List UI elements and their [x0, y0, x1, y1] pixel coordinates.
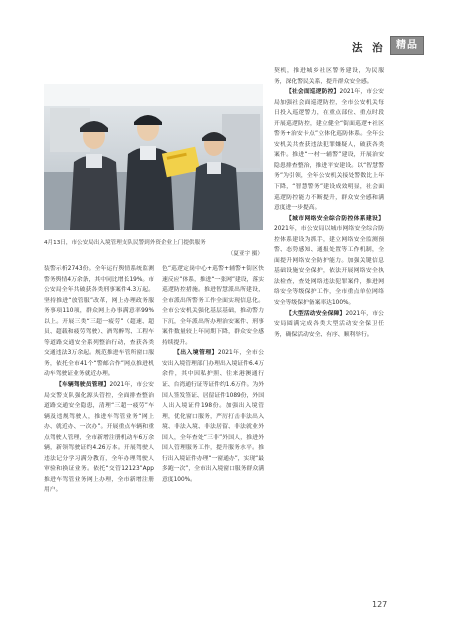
paragraph: 2021年，市公安局以城市网络安全综合防控体系建设为抓手，建立网络安全监测预警、态势感知、通报处置等工作机制，全面提升网络安全防护能力。加强关键信息基础设施安全保护，依法开展网络安全执法检查，查处网络违法犯罪案件，推进网络安全等级保护工作，全市重点单位网络安全等级保护备案率达100%。: [274, 226, 384, 307]
column-2: [162, 264, 264, 485]
section-title: 法 治: [352, 42, 386, 54]
magazine-logo: 精品: [390, 36, 424, 55]
column-1: [44, 264, 154, 496]
section-heading: 【大型活动安全保障】: [286, 310, 346, 317]
paragraph: 2021年，全市公安出入境管理部门办理出入境证件6.4万余件，其中因私护照、往来港澳通行证、台湾通行证等证件约1.6万件。为外国人签发签证、居留证件1089份，外国人出入境证件198份。加强出入境管理，优化窗口服务，严厉打击非法出入境、非法入境、非法居留、非法就业外国人，全年查处“三非”外国人，推进外国人管理服务工作，提升服务水平。推行出入境证件办理“一窗通办”，实现“最多跑一次”，全市出入境窗口服务群众满意度100%。: [162, 350, 264, 483]
photo-illustration: [44, 84, 263, 230]
page-number: 127: [372, 600, 388, 609]
police-officers-photo: [44, 84, 263, 230]
column-3: [274, 66, 384, 340]
section-heading: 【城市网络安全综合防控体系建设】: [286, 215, 384, 222]
paragraph: 色“巡逻定岗中心+巡警+辅警+街区快速反应”体系，推进“一张网”建设，落实巡逻防控措施。推进智慧派出所建设，全市派出所警务工作全面实现信息化。全市公安机关强化基层基础，推动警力下沉，全年派出所办理治安案件、刑事案件数量较上年同期下降，群众安全感持续提升。: [162, 266, 264, 346]
paragraph: 2021年，市公安局圆满完成各类大型活动安全保卫任务，确保活动安全、有序、顺利举行。: [274, 310, 384, 338]
paragraph: 契机，推进城乡社区警务建设，为民服务，深化警民关系，提升群众安全感。: [274, 68, 384, 85]
caption-byline: （夏亚宇 摄）: [227, 251, 263, 257]
section-heading: 【社会面巡逻防控】: [286, 89, 340, 96]
paragraph: 装警示析2743份。全年运行舆情系统监测警务舆情4万余条，其中同比增长19%。市公安局全年共破获各类刑事案件4.3万起。坚持推进“放管服”改革，网上办理政务服务事项110项，群众网上办事满意率99%以上。开展三类“三超一疲劳”（超速、超员、超载和疲劳驾驶）、酒驾醉驾、工程车等道路交通安全系列整治行动，查获各类交通违法3万余起。规范推进车管所窗口服务，依托全市41个“警邮合作”网点推进机动车驾驶证业务就近办理。: [44, 266, 154, 378]
paragraph: 2021年，市公安局交警支队强化源头管控，全面排查整治道路交通安全隐患，清理“三超一疲劳”车辆及违规驾驶人，推进车驾管业务“网上办、就近办、一次办”。开展重点车辆和重点驾驶人管理，全市新增注册机动车6万余辆，新领驾驶证约4.26万本。开展驾驶人违法记分学习满分教育，全年办理驾驶人审验和换证业务。依托“交管12123”App推进车驾管业务网上办理，全市新增注册用户。: [44, 382, 154, 494]
caption-text: 4月13日，市公安局出入境管理支队民警到外资企业上门提供服务: [44, 240, 206, 246]
paragraph: 2021年，市公安局加强社会面巡逻防控，全市公安机关每日投入巡逻警力，在重点部位、重点时段开展巡逻防控，建立健全“街面巡逻+社区警务+治安卡点”立体化巡防体系。全年公安机关共查获违法犯罪嫌疑人，破获各类案件。推进“一村一辅警”建设，开展治安隐患排查整治，推进平安建设。以“智慧警务”为引领，全年公安机关接处警数比上年下降，“智慧警务”建设成效明显，社会面巡逻防控能力不断提升，群众安全感和满意度进一步提高。: [274, 89, 384, 212]
section-heading: 【出入境管理】: [174, 350, 218, 357]
photo-caption: [44, 238, 263, 260]
section-heading: 【车辆驾驶员管理】: [56, 382, 110, 389]
